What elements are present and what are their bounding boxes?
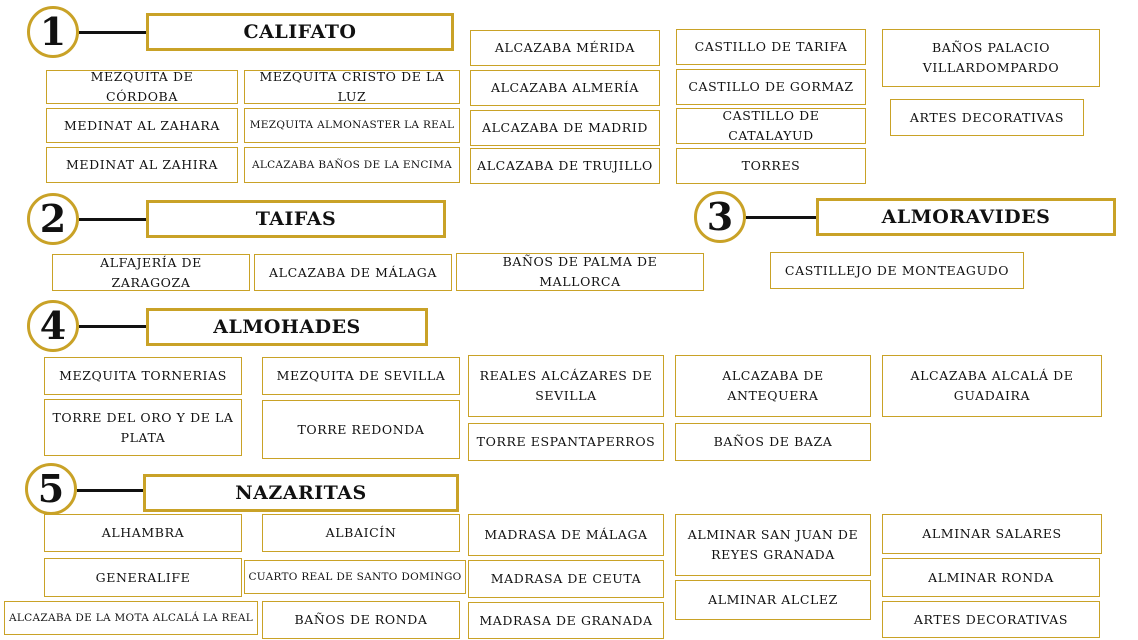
item-box: MEZQUITA DE CÓRDOBA bbox=[46, 70, 238, 104]
item-box: CASTILLO DE GORMAZ bbox=[676, 69, 866, 105]
item-box: ARTES DECORATIVAS bbox=[882, 601, 1100, 638]
item-box: BAÑOS DE RONDA bbox=[262, 601, 460, 639]
section-title-taifas: TAIFAS bbox=[146, 200, 446, 238]
item-box: BAÑOS DE BAZA bbox=[675, 423, 871, 461]
item-box: ALCAZABA DE TRUJILLO bbox=[470, 148, 660, 184]
item-box: ARTES DECORATIVAS bbox=[890, 99, 1084, 136]
item-box: ALCAZABA DE ANTEQUERA bbox=[675, 355, 871, 417]
item-box: ALCAZABA DE MADRID bbox=[470, 110, 660, 146]
section-number-almohades: 4 bbox=[27, 300, 79, 352]
item-box: BAÑOS PALACIO VILLARDOMPARDO bbox=[882, 29, 1100, 87]
item-box: CASTILLEJO DE MONTEAGUDO bbox=[770, 252, 1024, 289]
item-box: MADRASA DE MÁLAGA bbox=[468, 514, 664, 556]
item-box: ALFAJERÍA DE ZARAGOZA bbox=[52, 254, 250, 291]
item-box: ALCAZABA DE MÁLAGA bbox=[254, 254, 452, 291]
item-box: MEZQUITA CRISTO DE LA LUZ bbox=[244, 70, 460, 104]
item-box: MEDINAT AL ZAHARA bbox=[46, 108, 238, 143]
section-title-nazaritas: NAZARITAS bbox=[143, 474, 459, 512]
section-number-califato: 1 bbox=[27, 6, 79, 58]
connector-line bbox=[79, 31, 147, 34]
item-box: ALCAZABA ALMERÍA bbox=[470, 70, 660, 106]
item-box: ALMINAR SALARES bbox=[882, 514, 1102, 554]
connector-line bbox=[79, 218, 147, 221]
item-box: TORRE ESPANTAPERROS bbox=[468, 423, 664, 461]
item-box: BAÑOS DE PALMA DE MALLORCA bbox=[456, 253, 704, 291]
item-box: TORRES bbox=[676, 148, 866, 184]
item-box: ALCAZABA ALCALÁ DE GUADAIRA bbox=[882, 355, 1102, 417]
item-box: ALMINAR ALCLEZ bbox=[675, 580, 871, 620]
item-box: CASTILLO DE CATALAYUD bbox=[676, 108, 866, 144]
item-box: ALMINAR RONDA bbox=[882, 558, 1100, 597]
item-box: ALHAMBRA bbox=[44, 514, 242, 552]
item-box: MEZQUITA TORNERIAS bbox=[44, 357, 242, 395]
section-title-almohades: ALMOHADES bbox=[146, 308, 428, 346]
item-box: MADRASA DE CEUTA bbox=[468, 560, 664, 598]
connector-line bbox=[746, 216, 818, 219]
item-box: ALCAZABA MÉRIDA bbox=[470, 30, 660, 66]
section-number-taifas: 2 bbox=[27, 193, 79, 245]
item-box: ALCAZABA DE LA MOTA ALCALÁ LA REAL bbox=[4, 601, 258, 635]
item-box: TORRE DEL ORO Y DE LA PLATA bbox=[44, 399, 242, 456]
item-box: ALMINAR SAN JUAN DE REYES GRANADA bbox=[675, 514, 871, 576]
section-title-califato: CALIFATO bbox=[146, 13, 454, 51]
section-number-almoravides: 3 bbox=[694, 191, 746, 243]
section-title-almoravides: ALMORAVIDES bbox=[816, 198, 1116, 236]
item-box: MADRASA DE GRANADA bbox=[468, 602, 664, 639]
item-box: MEZQUITA ALMONASTER LA REAL bbox=[244, 108, 460, 143]
item-box: MEZQUITA DE SEVILLA bbox=[262, 357, 460, 395]
item-box: MEDINAT AL ZAHIRA bbox=[46, 147, 238, 183]
item-box: GENERALIFE bbox=[44, 558, 242, 597]
item-box: ALBAICÍN bbox=[262, 514, 460, 552]
connector-line bbox=[77, 489, 144, 492]
item-box: REALES ALCÁZARES DE SEVILLA bbox=[468, 355, 664, 417]
item-box: ALCAZABA BAÑOS DE LA ENCIMA bbox=[244, 147, 460, 183]
connector-line bbox=[79, 325, 147, 328]
section-number-nazaritas: 5 bbox=[25, 463, 77, 515]
item-box: CUARTO REAL DE SANTO DOMINGO bbox=[244, 560, 466, 594]
item-box: CASTILLO DE TARIFA bbox=[676, 29, 866, 65]
item-box: TORRE REDONDA bbox=[262, 400, 460, 459]
